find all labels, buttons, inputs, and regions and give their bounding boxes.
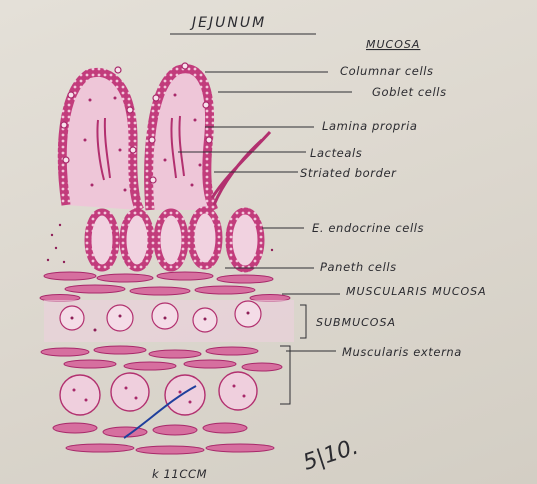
villus-middle	[149, 69, 214, 210]
label-paneth: Paneth cells	[320, 260, 397, 274]
label-muscularis-mucosa: MUSCULARIS MUCOSA	[346, 285, 487, 298]
section-mucosa: MUCOSA	[366, 38, 421, 51]
label-lacteals: Lacteals	[310, 146, 363, 160]
muscularis-mucosa-band	[40, 272, 290, 302]
submucosa-band	[44, 300, 294, 342]
label-endocrine: E. endocrine cells	[312, 221, 425, 235]
footer-text: k 11CCM	[152, 467, 208, 481]
muscularis-externa-band	[41, 346, 282, 454]
villi	[61, 63, 270, 210]
page-title: JEJUNUM	[192, 15, 267, 31]
label-goblet: Goblet cells	[372, 85, 447, 99]
label-lamina: Lamina propria	[322, 119, 418, 133]
label-submucosa: SUBMUCOSA	[316, 316, 396, 329]
label-striated: Striated border	[300, 166, 397, 180]
crypts	[88, 210, 261, 269]
villus-right-tip	[212, 132, 270, 205]
label-columnar: Columnar cells	[340, 64, 434, 78]
signature-text: 5|10.	[300, 434, 362, 476]
label-externa: Muscularis externa	[342, 345, 462, 359]
